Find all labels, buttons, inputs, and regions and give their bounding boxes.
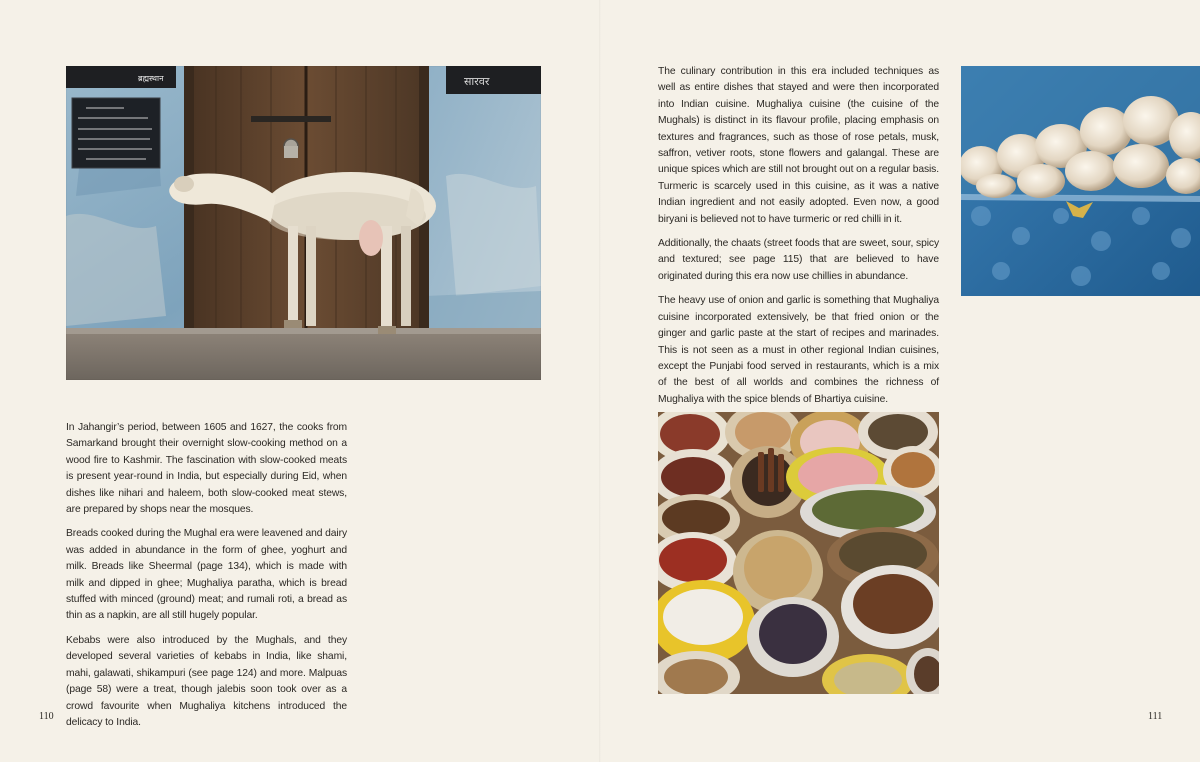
book-gutter bbox=[599, 0, 601, 762]
page-number-left: 110 bbox=[39, 711, 54, 722]
left-paragraph-3: Kebabs were also introduced by the Mughals, and they developed several varieties of kebabs in India, like shami, mahi, galawati, shikampuri (see page 124) and more. Malpuas (page 58) were a treat, though jalebis soon took over as a crowd favourite when Mughaliya kitchens introduced the delicacy to India. bbox=[66, 634, 347, 728]
right-paragraph-2: Additionally, the chaats (street foods that are sweet, sour, spicy and textured; see page 115) that are believed to have originated during this era now use chillies in abundance. bbox=[658, 238, 939, 282]
right-paragraph-3: The heavy use of onion and garlic is something that Mughaliya cuisine incorporated extensively, be that fried onion or the ginger and garlic paste at the start of recipes and marinades. This is not seen as a must in other regional Indian cuisines, except the Punjabi food served in restaurants, which is a mix of the best of all worlds and combines the richness of Mughaliya with the spice blends of Bhartiya cuisine. bbox=[658, 295, 939, 405]
left-body-text bbox=[66, 420, 347, 739]
page-number-right: 111 bbox=[1148, 711, 1163, 722]
goat-photo bbox=[66, 66, 541, 380]
left-paragraph-1: In Jahangir’s period, between 1605 and 1627, the cooks from Samarkand brought their overnight slow-cooking method on a wood fire to Kashmir. The fascination with slow-cooked meats is present year-round in India, but especially during Eid, when dishes like nihari and haleem, both slow-cooked meat stews, are prepared by shops near the mosques. bbox=[66, 422, 347, 516]
sign-text-top: ब्रह्मस्थान bbox=[138, 74, 164, 83]
right-paragraph-1: The culinary contribution in this era included techniques as well as entire dishes that stayed and were then incorporated into Indian cuisine. Mughaliya cuisine (the cuisine of the Mughals) is distinct in its flavour profile, placing emphasis on textures and fragrances, such as those of rose petals, musk, saffron, vetiver roots, stone flowers and galangal. These are unique spices which are still not brought out on a regular basis. Turmeric is scarcely used in this cuisine, as it was a native Indian ingredient and not easily adopted. Even now, a good biryani is believed not to have turmeric or red chilli in it. bbox=[658, 66, 939, 225]
sign-text-right: सारवर bbox=[464, 75, 490, 88]
right-body-text bbox=[658, 64, 939, 416]
spices-photo bbox=[658, 412, 939, 694]
garlic-photo bbox=[961, 66, 1200, 296]
left-paragraph-2: Breads cooked during the Mughal era were leavened and dairy was added in abundance in the form of ghee, yoghurt and milk. Breads like Sheermal (page 134), which is made with milk and dipped in ghee; Mughaliya paratha, which is bread stuffed with minced (ground) meat; and rumali roti, a bread as thin as a napkin, are all still hugely popular. bbox=[66, 528, 347, 622]
